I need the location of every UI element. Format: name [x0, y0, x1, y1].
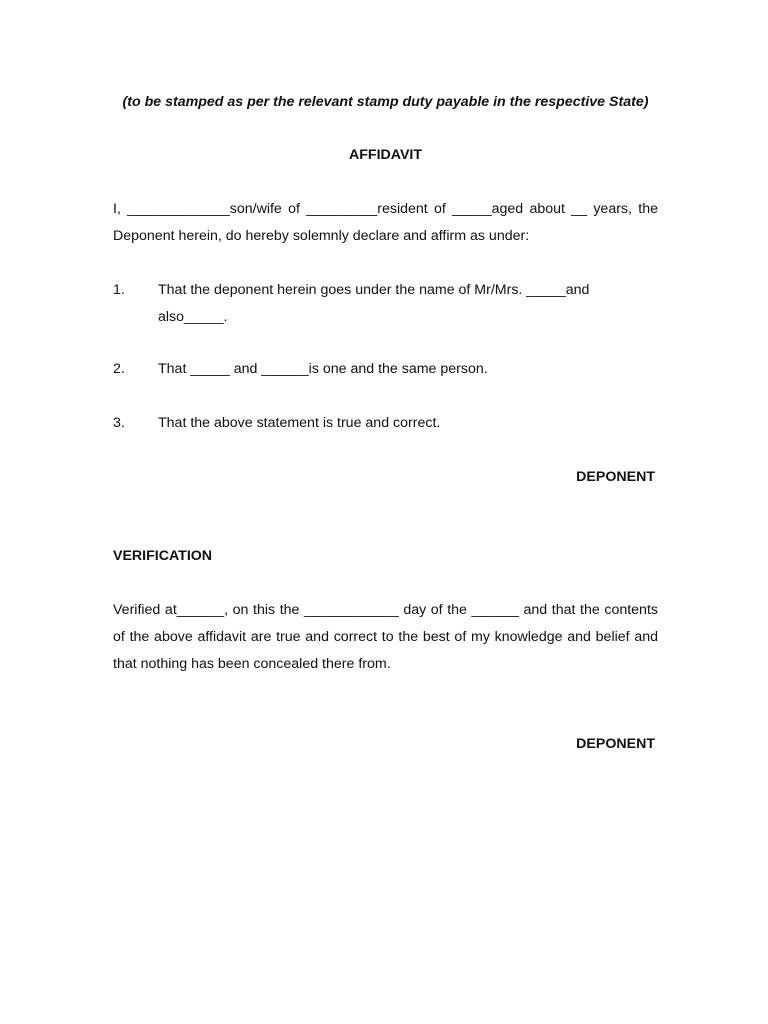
- list-item-number: 2.: [113, 361, 125, 377]
- verification-heading: VERIFICATION: [113, 548, 213, 564]
- deponent-signature-label: DEPONENT: [576, 736, 655, 752]
- list-item-number: 1.: [113, 282, 125, 298]
- verification-paragraph: Verified at______, on this the ____________ day of the ______ and that the contents of the above affidavit are true and correct to the best of my knowledge and belief and that nothing has been concealed there from.: [113, 602, 658, 672]
- list-item: [113, 277, 658, 331]
- document-title: AFFIDAVIT: [348, 147, 423, 163]
- list-item: [113, 356, 658, 383]
- list-item: [113, 410, 658, 437]
- intro-paragraph: I, _____________son/wife of _________resident of _____aged about __ years, the Deponent herein, do hereby solemnly declare and affirm as under:: [113, 201, 658, 244]
- list-item-number: 3.: [113, 415, 125, 431]
- list-item-text: That the deponent herein goes under the name of Mr/Mrs. _____and also_____.: [158, 282, 590, 325]
- stamp-note: (to be stamped as per the relevant stamp duty payable in the respective State): [122, 94, 649, 110]
- list-item-text: That _____ and ______is one and the same person.: [158, 361, 488, 377]
- list-item-text: That the above statement is true and correct.: [158, 415, 441, 431]
- deponent-signature-label: DEPONENT: [576, 469, 655, 485]
